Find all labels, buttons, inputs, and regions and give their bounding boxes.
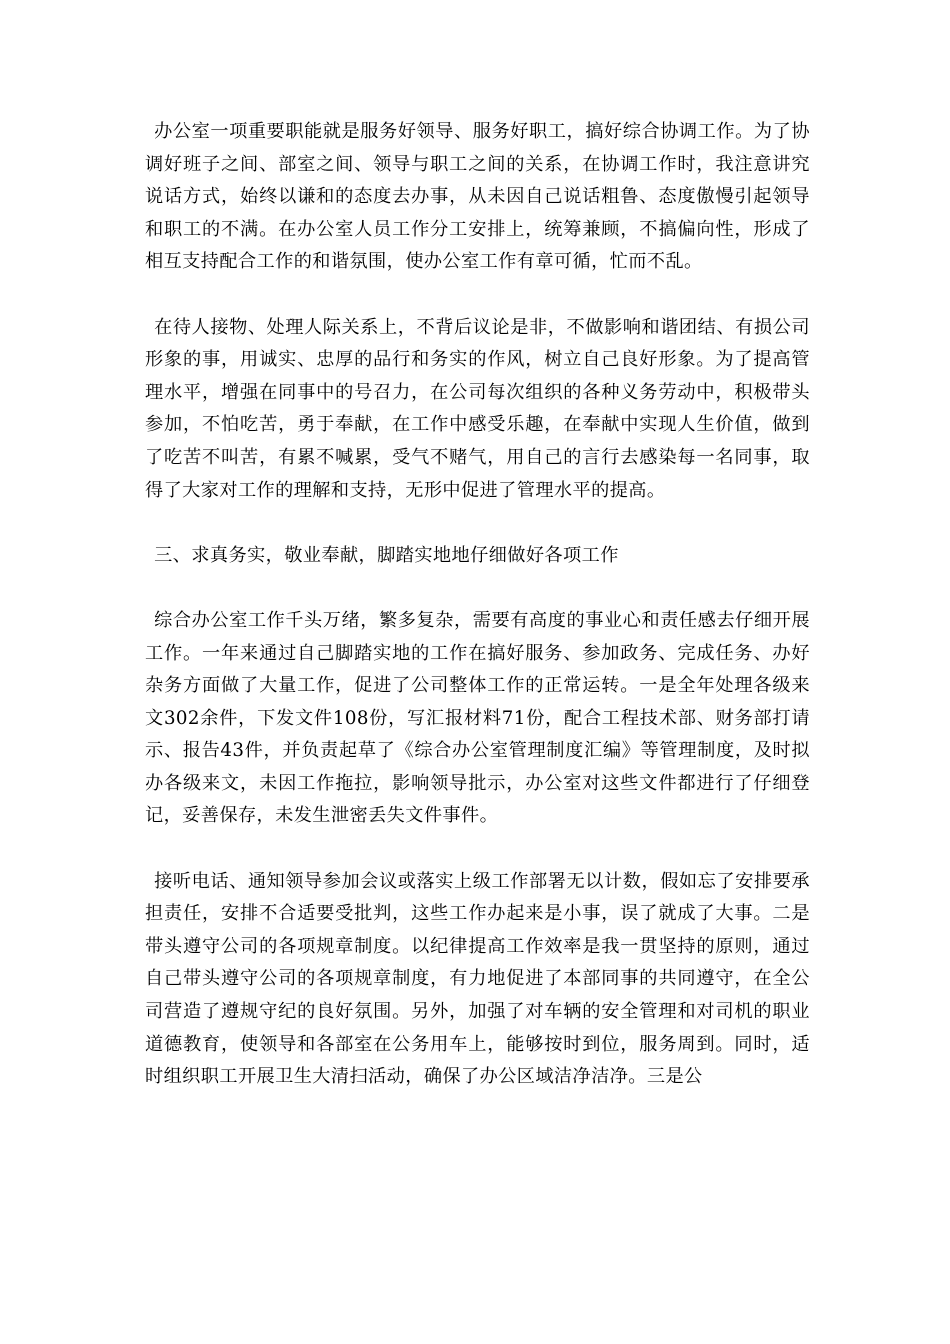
paragraph-interpersonal: 在待人接物、处理人际关系上，不背后议论是非，不做影响和谐团结、有损公司形象的事，用诚实、忠厚的品行和务实的作风，树立自己良好形象。为了提高管理水平，增强在同事中的号召力，在公司每次组织的各种义务劳动中，积极带头参加，不怕吃苦，勇于奉献，在工作中感受乐趣，在奉献中实现人生价值，做到了吃苦不叫苦，有累不喊累，受气不赌气，用自己的言行去感染每一名同事，取得了大家对工作的理解和支持，无形中促进了管理水平的提高。: [145, 316, 810, 501]
section-heading-three: 三、求真务实，敬业奉献，脚踏实地地仔细做好各项工作: [154, 544, 619, 566]
paragraph-coordination: 办公室一项重要职能就是服务好领导、服务好职工，搞好综合协调工作。为了协调好班子之间、部室之间、领导与职工之间的关系，在协调工作时，我注意讲究说话方式，始终以谦和的态度去办事，从未因自己说话粗鲁、态度傲慢引起领导和职工的不满。在办公室人员工作分工安排上，统筹兼顾，不搞偏向性，形成了相互支持配合工作的和谐氛围，使办公室工作有章可循，忙而不乱。: [145, 121, 810, 273]
document-body: [145, 116, 810, 1094]
paragraph-office-work: 综合办公室工作千头万绪，繁多复杂，需要有高度的事业心和责任感去仔细开展工作。一年来通过自己脚踏实地的工作在搞好服务、参加政务、完成任务、办好杂务方面做了大量工作，促进了公司整体工作的正常运转。一是全年处理各级来文302余件，下发文件108份，写汇报材料71份，配合工程技术部、财务部打请示、报告43件，并负责起草了《综合办公室管理制度汇编》等管理制度，及时拟办各级来文，未因工作拖拉，影响领导批示，办公室对这些文件都进行了仔细登记，妥善保存，未发生泄密丢失文件事件。: [145, 609, 810, 827]
paragraph-phone-and-rules: 接听电话、通知领导参加会议或落实上级工作部署无以计数，假如忘了安排要承担责任，安排不合适要受批判，这些工作办起来是小事，误了就成了大事。二是带头遵守公司的各项规章制度。以纪律提高工作效率是我一贯坚持的原则，通过自己带头遵守公司的各项规章制度，有力地促进了本部同事的共同遵守，在全公司营造了遵规守纪的良好氛围。另外，加强了对车辆的安全管理和对司机的职业道德教育，使领导和各部室在公务用车上，能够按时到位，服务周到。同时，适时组织职工开展卫生大清扫活动，确保了办公区域洁净洁净。三是公: [145, 870, 810, 1088]
